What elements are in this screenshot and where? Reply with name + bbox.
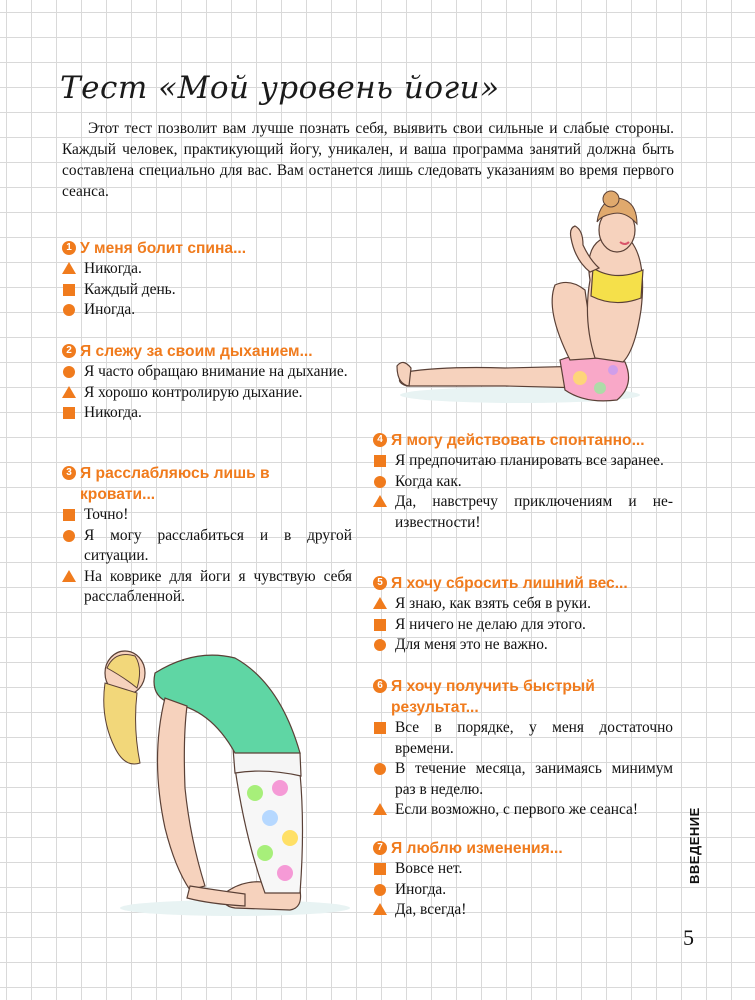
- answer-option: Я могу расслабиться и в другой ситуации.: [62, 526, 352, 567]
- question-title: 4 Я могу действовать спонтанно...: [373, 430, 673, 451]
- answer-option: Для меня это не важно.: [373, 635, 673, 656]
- question-2: [62, 341, 352, 424]
- question-4: [373, 430, 673, 533]
- square-icon: [63, 407, 75, 419]
- answer-option: Все в порядке, у меня достаточно времени.: [373, 718, 673, 759]
- triangle-icon: [373, 597, 387, 609]
- page-title: Тест «Мой уровень йоги»: [60, 70, 500, 106]
- question-title: 6 Я хочу получить быстрый результат...: [373, 676, 651, 718]
- triangle-icon: [62, 386, 76, 398]
- circle-icon: [374, 763, 386, 775]
- circle-icon: [63, 366, 75, 378]
- triangle-icon: [62, 570, 76, 582]
- number-badge: 3: [62, 466, 76, 480]
- question-title: 2 Я слежу за своим дыханием...: [62, 341, 352, 362]
- square-icon: [374, 722, 386, 734]
- circle-icon: [374, 476, 386, 488]
- answer-option: На коврике для йоги я чувствую себя расслабленной.: [62, 567, 352, 608]
- number-badge: 4: [373, 433, 387, 447]
- question-1: [62, 238, 352, 321]
- triangle-icon: [373, 903, 387, 915]
- answer-option: Да, всегда!: [373, 900, 673, 921]
- number-badge: 6: [373, 679, 387, 693]
- answer-option: Я хорошо контролирую дыхание.: [62, 383, 352, 404]
- circle-icon: [374, 884, 386, 896]
- number-badge: 5: [373, 576, 387, 590]
- number-badge: 1: [62, 241, 76, 255]
- answer-option: Каждый день.: [62, 280, 352, 301]
- triangle-icon: [62, 262, 76, 274]
- square-icon: [374, 455, 386, 467]
- camel-pose-illustration: [95, 628, 350, 923]
- answer-option: Вовсе нет.: [373, 859, 673, 880]
- question-5: [373, 573, 673, 656]
- answer-option: Я знаю, как взять себя в руки.: [373, 594, 673, 615]
- section-label: ВВЕДЕНИЕ: [687, 807, 702, 884]
- answer-option: Я часто обращаю внимание на дыхание.: [62, 362, 352, 383]
- answer-option: В течение месяца, занимаясь минимум раз в неделю.: [373, 759, 673, 800]
- circle-icon: [374, 639, 386, 651]
- triangle-icon: [373, 495, 387, 507]
- seated-yoga-illustration: [385, 190, 675, 420]
- answer-option: Да, навстречу приключениям и неизвестности!: [373, 492, 673, 533]
- square-icon: [63, 284, 75, 296]
- answer-option: Точно!: [62, 505, 352, 526]
- answer-option: Иногда.: [373, 880, 673, 901]
- question-6: [373, 676, 673, 821]
- page-number: 5: [683, 925, 694, 950]
- question-title: 5 Я хочу сбросить лишний вес...: [373, 573, 673, 594]
- circle-icon: [63, 304, 75, 316]
- answer-option: Я ничего не делаю для этого.: [373, 615, 673, 636]
- circle-icon: [63, 530, 75, 542]
- question-3: [62, 463, 352, 608]
- number-badge: 2: [62, 344, 76, 358]
- square-icon: [374, 863, 386, 875]
- question-title: 1 У меня болит спина...: [62, 238, 352, 259]
- number-badge: 7: [373, 841, 387, 855]
- question-title: 3 Я расслабляюсь лишь в кровати...: [62, 463, 310, 505]
- answer-option: Никогда.: [62, 403, 352, 424]
- intro-paragraph: Этот тест позволит вам лучше познать себя, выявить свои сильные и слабые стороны. Каждый человек, практикующий йогу, уникален, и ваша программа занятий должна быть составлена специально для вас. Вам останется лишь следовать указаниям во время первого сеанса.: [62, 120, 674, 200]
- answer-option: Никогда.: [62, 259, 352, 280]
- square-icon: [374, 619, 386, 631]
- question-title: 7 Я люблю изменения...: [373, 838, 673, 859]
- question-7: [373, 838, 673, 921]
- answer-option: Я предпочитаю планировать все заранее.: [373, 451, 673, 472]
- answer-option: Если возможно, с первого же сеанса!: [373, 800, 673, 821]
- triangle-icon: [373, 803, 387, 815]
- answer-option: Иногда.: [62, 300, 352, 321]
- answer-option: Когда как.: [373, 472, 673, 493]
- square-icon: [63, 509, 75, 521]
